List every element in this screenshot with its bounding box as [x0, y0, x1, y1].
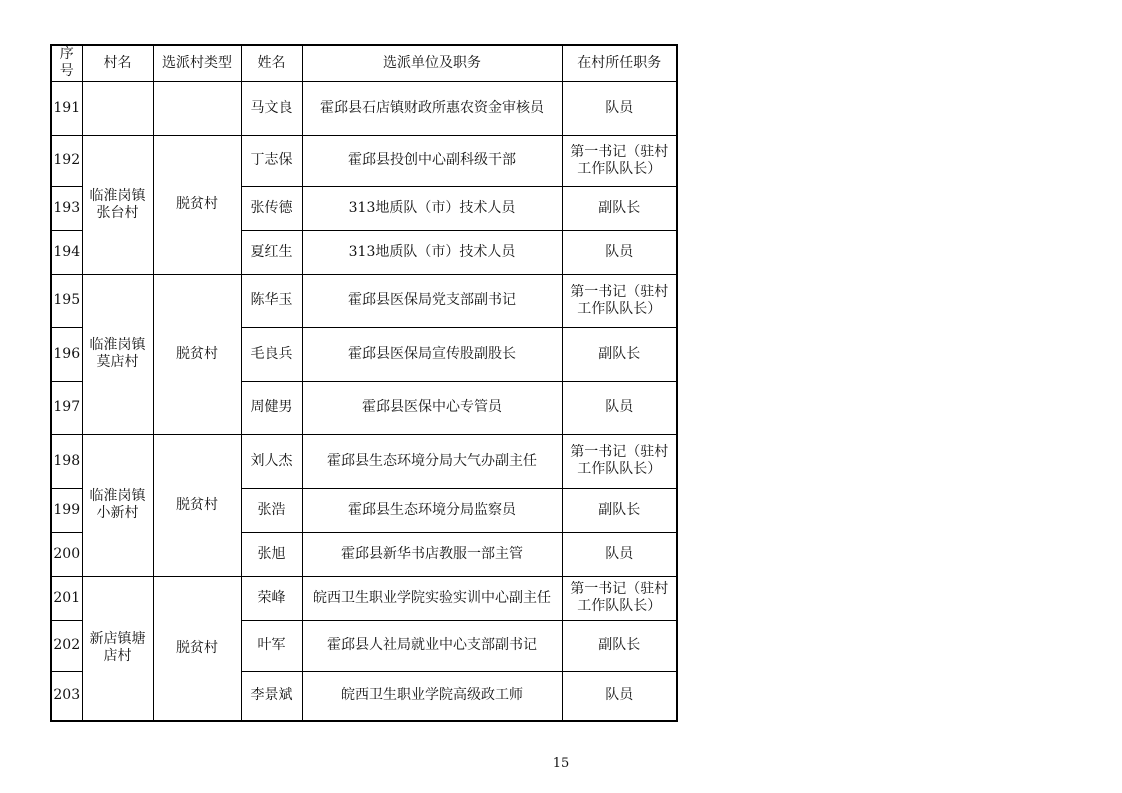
village-cell	[82, 81, 153, 135]
name-cell: 张旭	[241, 532, 302, 576]
unit-cell: 霍邱县生态环境分局大气办副主任	[302, 434, 562, 488]
seq-cell: 196	[51, 327, 82, 381]
name-cell: 夏红生	[241, 230, 302, 274]
village-cell: 临淮岗镇莫店村	[82, 274, 153, 434]
type-cell	[153, 81, 241, 135]
unit-cell: 313地质队（市）技术人员	[302, 186, 562, 230]
seq-cell: 192	[51, 135, 82, 186]
unit-cell: 313地质队（市）技术人员	[302, 230, 562, 274]
name-cell: 毛良兵	[241, 327, 302, 381]
role-cell: 第一书记（驻村工作队队长）	[562, 434, 677, 488]
role-cell: 副队长	[562, 488, 677, 532]
name-cell: 李景斌	[241, 671, 302, 721]
name-cell: 马文良	[241, 81, 302, 135]
table-row	[51, 135, 677, 186]
village-cell: 临淮岗镇小新村	[82, 434, 153, 576]
type-cell: 脱贫村	[153, 576, 241, 721]
header-unit: 选派单位及职务	[302, 45, 562, 81]
unit-cell: 霍邱县医保中心专管员	[302, 381, 562, 434]
seq-cell: 194	[51, 230, 82, 274]
role-cell: 队员	[562, 381, 677, 434]
header-row	[51, 45, 677, 81]
table-row	[51, 434, 677, 488]
role-cell: 副队长	[562, 620, 677, 671]
header-village: 村名	[82, 45, 153, 81]
unit-cell: 霍邱县医保局宣传股副股长	[302, 327, 562, 381]
name-cell: 叶军	[241, 620, 302, 671]
header-name: 姓名	[241, 45, 302, 81]
type-cell: 脱贫村	[153, 274, 241, 434]
role-cell: 第一书记（驻村工作队队长）	[562, 135, 677, 186]
seq-cell: 198	[51, 434, 82, 488]
role-cell: 队员	[562, 230, 677, 274]
personnel-table	[50, 44, 678, 722]
header-role: 在村所任职务	[562, 45, 677, 81]
name-cell: 周健男	[241, 381, 302, 434]
table-row	[51, 576, 677, 620]
name-cell: 丁志保	[241, 135, 302, 186]
header-seq: 序 号	[51, 45, 82, 81]
table-row	[51, 81, 677, 135]
village-cell: 新店镇塘店村	[82, 576, 153, 721]
unit-cell: 霍邱县新华书店教服一部主管	[302, 532, 562, 576]
seq-cell: 197	[51, 381, 82, 434]
seq-cell: 200	[51, 532, 82, 576]
unit-cell: 霍邱县生态环境分局监察员	[302, 488, 562, 532]
name-cell: 张传德	[241, 186, 302, 230]
role-cell: 队员	[562, 81, 677, 135]
unit-cell: 霍邱县石店镇财政所惠农资金审核员	[302, 81, 562, 135]
type-cell: 脱贫村	[153, 434, 241, 576]
role-cell: 队员	[562, 671, 677, 721]
seq-cell: 201	[51, 576, 82, 620]
role-cell: 第一书记（驻村工作队队长）	[562, 274, 677, 327]
role-cell: 副队长	[562, 186, 677, 230]
seq-cell: 191	[51, 81, 82, 135]
page-number: 15	[552, 756, 570, 771]
name-cell: 刘人杰	[241, 434, 302, 488]
seq-cell: 203	[51, 671, 82, 721]
name-cell: 张浩	[241, 488, 302, 532]
seq-cell: 193	[51, 186, 82, 230]
name-cell: 荣峰	[241, 576, 302, 620]
unit-cell: 皖西卫生职业学院实验实训中心副主任	[302, 576, 562, 620]
type-cell: 脱贫村	[153, 135, 241, 274]
table-row	[51, 274, 677, 327]
village-cell: 临淮岗镇张台村	[82, 135, 153, 274]
header-type: 选派村类型	[153, 45, 241, 81]
role-cell: 副队长	[562, 327, 677, 381]
seq-cell: 202	[51, 620, 82, 671]
seq-cell: 195	[51, 274, 82, 327]
unit-cell: 霍邱县投创中心副科级干部	[302, 135, 562, 186]
seq-cell: 199	[51, 488, 82, 532]
role-cell: 第一书记（驻村工作队队长）	[562, 576, 677, 620]
unit-cell: 霍邱县医保局党支部副书记	[302, 274, 562, 327]
unit-cell: 霍邱县人社局就业中心支部副书记	[302, 620, 562, 671]
unit-cell: 皖西卫生职业学院高级政工师	[302, 671, 562, 721]
role-cell: 队员	[562, 532, 677, 576]
name-cell: 陈华玉	[241, 274, 302, 327]
